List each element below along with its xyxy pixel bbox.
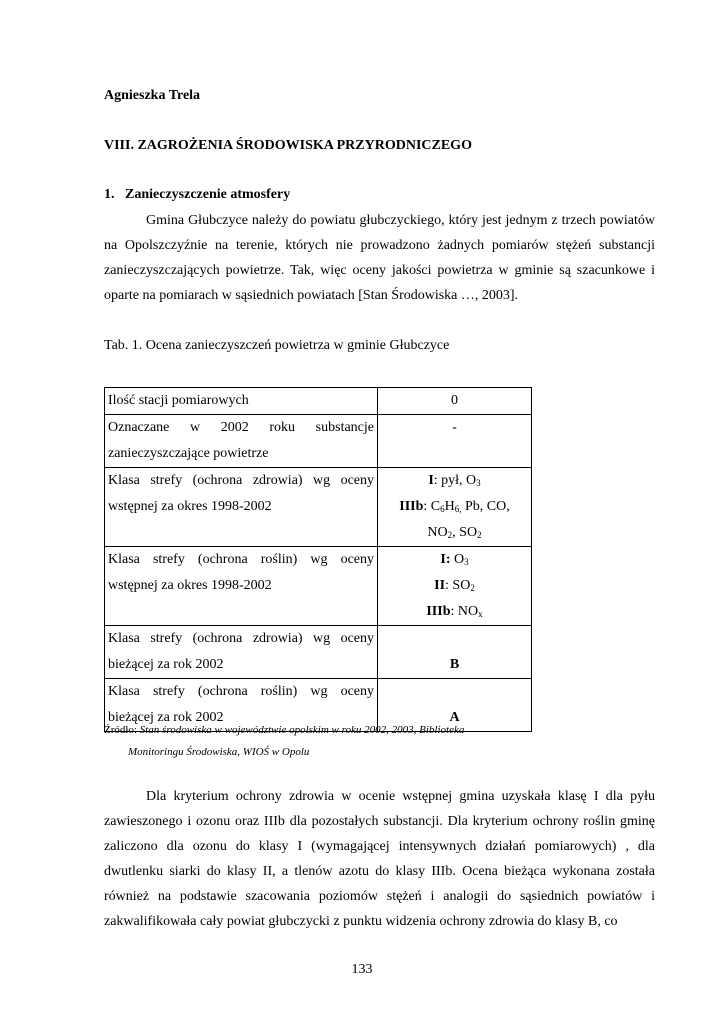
table-cell-value: B — [378, 626, 532, 679]
table-cell-label: Klasa strefy (ochrona roślin) wg oceny bieżącej za rok 2002 — [105, 679, 378, 732]
table-cell-value: A — [378, 679, 532, 732]
value-line: I: $O_3$ — [440, 552, 469, 567]
air-pollution-table — [104, 387, 532, 732]
table-row — [105, 388, 532, 415]
table-cell-value — [378, 468, 532, 547]
table-cell-label: Oznaczane w 2002 roku substancje zanieczyszczające powietrze — [105, 415, 378, 468]
table-cell-value: - — [378, 415, 532, 468]
paragraph-intro-text: Gmina Głubczyce należy do powiatu głubczyckiego, który jest jednym z trzech powiatów na Opolszczyźnie na terenie, których nie prowadzono żadnych pomiarów stężeń substancji zanieczyszczających powietrze. Tak, więc oceny jakości powietrza w gminie są szacunkowe i oparte na pomiarach w sąsiednich powiatach [Stan Środowiska …, 2003]. — [104, 213, 655, 303]
value-line: I: pył, $O_3$ — [428, 473, 481, 488]
paragraph-assessment — [104, 784, 655, 934]
table-source-note — [104, 719, 464, 763]
value-line: IIIb: $NO_x$ — [426, 604, 483, 619]
source-prefix: Źródło: — [104, 724, 140, 736]
author-name: Agnieszka Trela — [104, 88, 201, 103]
table-cell-label: Ilość stacji pomiarowych — [105, 388, 378, 415]
paragraph-intro — [104, 208, 655, 308]
table-row — [105, 468, 532, 547]
table-cell-value — [378, 547, 532, 626]
source-line-2: Monitoringu Środowiska, WIOŚ w Opolu — [128, 746, 310, 758]
table-cell-label: Klasa strefy (ochrona zdrowia) wg oceny wstępnej za okres 1998-2002 — [105, 468, 378, 547]
table-cell-label: Klasa strefy (ochrona roślin) wg oceny wstępnej za okres 1998-2002 — [105, 547, 378, 626]
table-row — [105, 626, 532, 679]
page-number: 133 — [351, 962, 373, 977]
table-row — [105, 547, 532, 626]
value-line: $NO_2$, $SO_2$ — [427, 525, 482, 540]
table-caption: Tab. 1. Ocena zanieczyszczeń powietrza w gminie Głubczyce — [104, 338, 450, 353]
paragraph-assessment-text: Dla kryterium ochrony zdrowia w ocenie wstępnej gmina uzyskała klasę I dla pyłu zawieszonego i ozonu oraz IIIb dla pozostałych substancji. Dla kryterium ochrony roślin gminę zaliczono dla ozonu do klasy I (wymagającej intensywnych działań pomiarowych) , dla dwutlenku siarki do klasy II, a tlenów azotu do klasy IIIb. Ocena bieżąca wykonana została również na podstawie szacowania poziomów stężeń i analogii do sąsiednich powiatów i zakwalifikowała cały powiat głubczycki z punktu widzenia ochrony zdrowia do klasy B, co — [104, 789, 655, 929]
value-line: IIIb: $C_6H_{6,}$ Pb, CO, — [399, 499, 510, 514]
table-cell-value: 0 — [378, 388, 532, 415]
chapter-title: VIII. ZAGROŻENIA ŚRODOWISKA PRZYRODNICZEGO — [104, 138, 472, 153]
table-cell-label: Klasa strefy (ochrona zdrowia) wg oceny bieżącej za rok 2002 — [105, 626, 378, 679]
value-line: II: $SO_2$ — [434, 578, 475, 593]
table-row — [105, 415, 532, 468]
section-title: Zanieczyszczenie atmosfery — [125, 187, 291, 202]
section-heading — [104, 187, 290, 203]
section-number: 1. — [104, 187, 115, 202]
source-line-1: Stan środowiska w województwie opolskim w roku 2002, 2003, Biblioteka — [139, 724, 465, 736]
